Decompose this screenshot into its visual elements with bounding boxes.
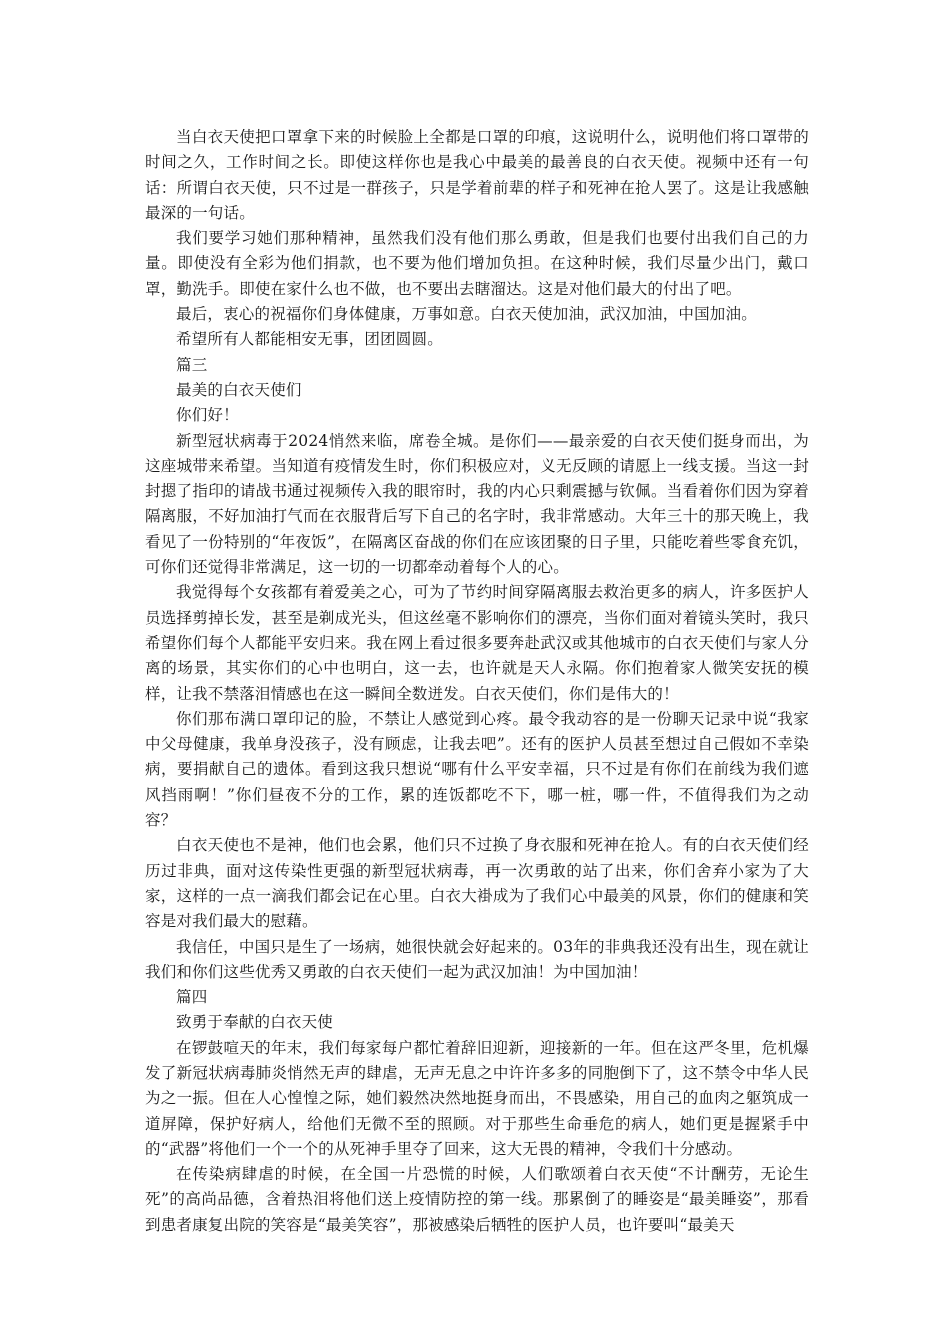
- paragraph: 白衣天使也不是神，他们也会累，他们只不过换了身衣服和死神在抢人。有的白衣天使们经历过非典，面对这传染性更强的新型冠状病毒，再一次勇敢的站了出来，你们舍弃小家为了大家，这样的一点一滴我们都会记在心里。白衣大褂成为了我们心中最美的风景，你们的健康和笑容是对我们最大的慰藉。: [145, 836, 809, 931]
- greeting: 你们好！: [176, 406, 239, 425]
- paragraph: 我信任，中国只是生了一场病，她很快就会好起来的。03年的非典我还没有出生，现在就让我们和你们这些优秀又勇敢的白衣天使们一起为武汉加油！为中国加油！: [145, 937, 809, 981]
- paragraph: 在锣鼓喧天的年末，我们每家每户都忙着辞旧迎新，迎接新的一年。但在这严冬里，危机爆发了新冠状病毒肺炎悄然无声的肆虐，无声无息之中许许多多的同胞倒下了，这不禁令中华人民为之一振。但在人心惶惶之际，她们毅然决然地挺身而出，不畏感染，用自己的血肉之躯筑成一道屏障，保护好病人，给他们无微不至的照顾。对于那些生命垂危的病人，她们更是握紧手中的“武器”将他们一个一个的从死神手里夺了回来，这大无畏的精神，令我们十分感动。: [145, 1038, 809, 1158]
- section-title: 致勇于奉献的白衣天使: [176, 1013, 334, 1032]
- section-title: 最美的白衣天使们: [176, 380, 302, 399]
- document-body: [145, 125, 809, 1238]
- paragraph: 我觉得每个女孩都有着爱美之心，可为了节约时间穿隔离服去救治更多的病人，许多医护人员选择剪掉长发，甚至是剃成光头，但这丝毫不影响你们的漂亮，当你们面对着镜头笑时，我只希望你们每个人都能平安归来。我在网上看过很多要奔赴武汉或其他城市的白衣天使们与家人分离的场景，其实你们的心中也明白，这一去，也许就是天人永隔。你们抱着家人微笑安抚的模样，让我不禁落泪情感也在这一瞬间全数迸发。白衣天使们，你们是伟大的！: [145, 583, 809, 703]
- paragraph: 新型冠状病毒于2024悄然来临，席卷全城。是你们——最亲爱的白衣天使们挺身而出，为这座城带来希望。当知道有疫情发生时，你们积极应对，义无反顾的请愿上一线支援。当这一封封摁了指印的请战书通过视频传入我的眼帘时，我的内心只剩震撼与钦佩。当看着你们因为穿着隔离服，不好加油打气而在衣服背后写下自己的名字时，我非常感动。大年三十的那天晚上，我看见了一份特别的“年夜饭”，在隔离区奋战的你们在应该团聚的日子里，只能吃着些零食充饥，可你们还觉得非常满足，这一切的一切都牵动着每个人的心。: [145, 431, 809, 577]
- paragraph: 当白衣天使把口罩拿下来的时候脸上全都是口罩的印痕，这说明什么，说明他们将口罩带的时间之久，工作时间之长。即使这样你也是我心中最美的最善良的白衣天使。视频中还有一句话：所谓白衣天使，只不过是一群孩子，只是学着前辈的样子和死神在抢人罢了。这是让我感触最深的一句话。: [145, 128, 809, 222]
- paragraph: 希望所有人都能相安无事，团团圆圆。: [176, 330, 443, 349]
- paragraph: 我们要学习她们那种精神，虽然我们没有他们那么勇敢，但是我们也要付出我们自己的力量。即使没有全彩为他们捐款，也不要为他们增加负担。在这种时候，我们尽量少出门，戴口罩，勤洗手。即使在家什么也不做，也不要出去瞎溜达。这是对他们最大的付出了吧。: [145, 229, 809, 298]
- section-heading: 篇四: [176, 988, 208, 1007]
- section-heading: 篇三: [176, 355, 208, 374]
- paragraph: 在传染病肆虐的时候，在全国一片恐慌的时候，人们歌颂着白衣天使“不计酬劳，无论生死”的高尚品德，含着热泪将他们送上疫情防控的第一线。那累倒了的睡姿是“最美睡姿”，那看到患者康复出院的笑容是“最美笑容”，那被感染后牺牲的医护人员，也许要叫“最美天: [145, 1165, 809, 1234]
- paragraph: 最后，衷心的祝福你们身体健康，万事如意。白衣天使加油，武汉加油，中国加油。: [176, 305, 757, 324]
- paragraph: 你们那布满口罩印记的脸，不禁让人感觉到心疼。最令我动容的是一份聊天记录中说“我家中父母健康，我单身没孩子，没有顾虑，让我去吧”。还有的医护人员甚至想过自己假如不幸染病，要捐献自己的遗体。看到这我只想说“哪有什么平安幸福，只不过是有你们在前线为我们遮风挡雨啊！”你们昼夜不分的工作，累的连饭都吃不下，哪一桩，哪一件，不值得我们为之动容？: [145, 709, 809, 830]
